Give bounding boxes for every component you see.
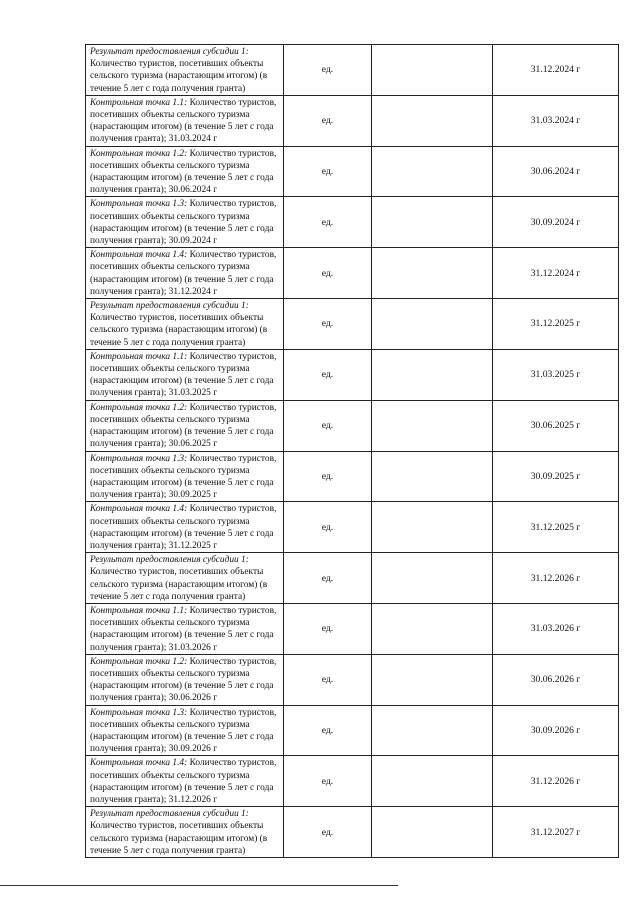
value-cell bbox=[372, 95, 493, 146]
unit-cell: ед. bbox=[284, 146, 372, 197]
description-cell bbox=[86, 197, 284, 248]
row-label: Контрольная точка 1.4: bbox=[90, 250, 188, 261]
unit-cell: ед. bbox=[284, 197, 372, 248]
unit-cell: ед. bbox=[284, 248, 372, 299]
value-cell bbox=[372, 603, 493, 654]
date-cell: 31.12.2026 г bbox=[493, 553, 619, 604]
row-label: Результат предоставления субсидии 1: bbox=[90, 809, 249, 820]
description-cell bbox=[86, 349, 284, 400]
date-cell: 30.06.2024 г bbox=[493, 146, 619, 197]
row-label: Контрольная точка 1.1: bbox=[90, 605, 188, 616]
table-row bbox=[86, 197, 619, 248]
table-row bbox=[86, 705, 619, 756]
row-label: Контрольная точка 1.1: bbox=[90, 351, 188, 362]
table-row bbox=[86, 146, 619, 197]
value-cell bbox=[372, 248, 493, 299]
unit-cell: ед. bbox=[284, 451, 372, 502]
date-cell: 30.09.2024 г bbox=[493, 197, 619, 248]
date-cell: 31.12.2027 г bbox=[493, 807, 619, 858]
description-cell bbox=[86, 45, 284, 96]
date-cell: 31.12.2025 г bbox=[493, 502, 619, 553]
row-text: Количество туристов, посетивших объекты сельского туризма (нарастающим итогом) (в течение 5 лет с года получения гранта); 30.09.2026 г bbox=[90, 707, 277, 755]
table-row bbox=[86, 654, 619, 705]
value-cell bbox=[372, 756, 493, 807]
row-text: Количество туристов, посетивших объекты сельского туризма (нарастающим итогом) (в течение 5 лет с года получения гранта); 31.03.2025 г bbox=[90, 351, 277, 399]
date-cell: 31.03.2026 г bbox=[493, 603, 619, 654]
description-cell bbox=[86, 603, 284, 654]
table-row bbox=[86, 502, 619, 553]
row-label: Контрольная точка 1.2: bbox=[90, 402, 188, 413]
date-cell: 31.12.2024 г bbox=[493, 45, 619, 96]
row-text: Количество туристов, посетивших объекты сельского туризма (нарастающим итогом) (в течение 5 лет с года получения гранта) bbox=[90, 567, 268, 602]
description-cell bbox=[86, 400, 284, 451]
row-text: Количество туристов, посетивших объекты сельского туризма (нарастающим итогом) (в течение 5 лет с года получения гранта); 31.03.2024 г bbox=[90, 97, 277, 145]
table-row bbox=[86, 45, 619, 96]
unit-cell: ед. bbox=[284, 654, 372, 705]
date-cell: 31.03.2025 г bbox=[493, 349, 619, 400]
row-label: Результат предоставления субсидии 1: bbox=[90, 301, 249, 312]
value-cell bbox=[372, 349, 493, 400]
results-table bbox=[85, 44, 619, 858]
table-row bbox=[86, 807, 619, 858]
date-cell: 30.06.2025 г bbox=[493, 400, 619, 451]
value-cell bbox=[372, 400, 493, 451]
row-label: Контрольная точка 1.3: bbox=[90, 199, 188, 210]
date-cell: 31.12.2024 г bbox=[493, 248, 619, 299]
row-label: Результат предоставления субсидии 1: bbox=[90, 555, 249, 566]
value-cell bbox=[372, 654, 493, 705]
unit-cell: ед. bbox=[284, 705, 372, 756]
date-cell: 30.09.2025 г bbox=[493, 451, 619, 502]
row-text: Количество туристов, посетивших объекты сельского туризма (нарастающим итогом) (в течение 5 лет с года получения гранта); 31.12.2026 г bbox=[90, 758, 277, 805]
value-cell bbox=[372, 553, 493, 604]
unit-cell: ед. bbox=[284, 553, 372, 604]
value-cell bbox=[372, 451, 493, 502]
date-cell: 31.12.2025 г bbox=[493, 299, 619, 350]
value-cell bbox=[372, 146, 493, 197]
table-row bbox=[86, 400, 619, 451]
date-cell: 30.09.2026 г bbox=[493, 705, 619, 756]
table-row bbox=[86, 553, 619, 604]
description-cell bbox=[86, 146, 284, 197]
description-cell bbox=[86, 248, 284, 299]
unit-cell: ед. bbox=[284, 95, 372, 146]
row-text: Количество туристов, посетивших объекты сельского туризма (нарастающим итогом) (в течение 5 лет с года получения гранта); 30.09.2025 г bbox=[90, 453, 277, 501]
row-text: Количество туристов, посетивших объекты сельского туризма (нарастающим итогом) (в течение 5 лет с года получения гранта) bbox=[90, 313, 268, 348]
unit-cell: ед. bbox=[284, 400, 372, 451]
description-cell bbox=[86, 705, 284, 756]
row-text: Количество туристов, посетивших объекты сельского туризма (нарастающим итогом) (в течение 5 лет с года получения гранта) bbox=[90, 59, 268, 94]
row-label: Контрольная точка 1.1: bbox=[90, 97, 188, 108]
row-text: Количество туристов, посетивших объекты сельского туризма (нарастающим итогом) (в течение 5 лет с года получения гранта); 30.06.2024 г bbox=[90, 148, 277, 196]
description-cell bbox=[86, 95, 284, 146]
row-text: Количество туристов, посетивших объекты сельского туризма (нарастающим итогом) (в течение 5 лет с года получения гранта) bbox=[90, 821, 268, 856]
value-cell bbox=[372, 45, 493, 96]
row-label: Контрольная точка 1.4: bbox=[90, 504, 188, 515]
description-cell bbox=[86, 502, 284, 553]
table-row bbox=[86, 451, 619, 502]
unit-cell: ед. bbox=[284, 807, 372, 858]
row-label: Контрольная точка 1.2: bbox=[90, 656, 188, 667]
table-row bbox=[86, 248, 619, 299]
value-cell bbox=[372, 197, 493, 248]
unit-cell: ед. bbox=[284, 299, 372, 350]
row-text: Количество туристов, посетивших объекты сельского туризма (нарастающим итогом) (в течение 5 лет с года получения гранта); 31.12.2024 г bbox=[90, 250, 277, 297]
table-row bbox=[86, 756, 619, 807]
description-cell bbox=[86, 553, 284, 604]
unit-cell: ед. bbox=[284, 756, 372, 807]
description-cell bbox=[86, 299, 284, 350]
value-cell bbox=[372, 502, 493, 553]
unit-cell: ед. bbox=[284, 45, 372, 96]
row-label: Контрольная точка 1.3: bbox=[90, 707, 188, 718]
table-row bbox=[86, 603, 619, 654]
row-label: Результат предоставления субсидии 1: bbox=[90, 47, 249, 57]
row-text: Количество туристов, посетивших объекты сельского туризма (нарастающим итогом) (в течение 5 лет с года получения гранта); 31.03.2026 г bbox=[90, 605, 277, 653]
date-cell: 31.03.2024 г bbox=[493, 95, 619, 146]
table-row bbox=[86, 349, 619, 400]
description-cell bbox=[86, 654, 284, 705]
description-cell bbox=[86, 756, 284, 807]
results-table-body bbox=[86, 45, 619, 858]
row-label: Контрольная точка 1.4: bbox=[90, 758, 188, 769]
table-row bbox=[86, 299, 619, 350]
row-text: Количество туристов, посетивших объекты сельского туризма (нарастающим итогом) (в течение 5 лет с года получения гранта); 30.06.2025 г bbox=[90, 402, 277, 450]
description-cell bbox=[86, 451, 284, 502]
unit-cell: ед. bbox=[284, 502, 372, 553]
row-text: Количество туристов, посетивших объекты сельского туризма (нарастающим итогом) (в течение 5 лет с года получения гранта); 30.09.2024 г bbox=[90, 199, 277, 247]
date-cell: 30.06.2026 г bbox=[493, 654, 619, 705]
row-label: Контрольная точка 1.2: bbox=[90, 148, 188, 159]
row-label: Контрольная точка 1.3: bbox=[90, 453, 188, 464]
table-row bbox=[86, 95, 619, 146]
description-cell bbox=[86, 807, 284, 858]
value-cell bbox=[372, 807, 493, 858]
value-cell bbox=[372, 705, 493, 756]
value-cell bbox=[372, 299, 493, 350]
date-cell: 31.12.2026 г bbox=[493, 756, 619, 807]
row-text: Количество туристов, посетивших объекты сельского туризма (нарастающим итогом) (в течение 5 лет с года получения гранта); 30.06.2026 г bbox=[90, 656, 277, 704]
row-text: Количество туристов, посетивших объекты сельского туризма (нарастающим итогом) (в течение 5 лет с года получения гранта); 31.12.2025 г bbox=[90, 504, 277, 551]
footnote-divider bbox=[0, 885, 398, 886]
unit-cell: ед. bbox=[284, 349, 372, 400]
unit-cell: ед. bbox=[284, 603, 372, 654]
